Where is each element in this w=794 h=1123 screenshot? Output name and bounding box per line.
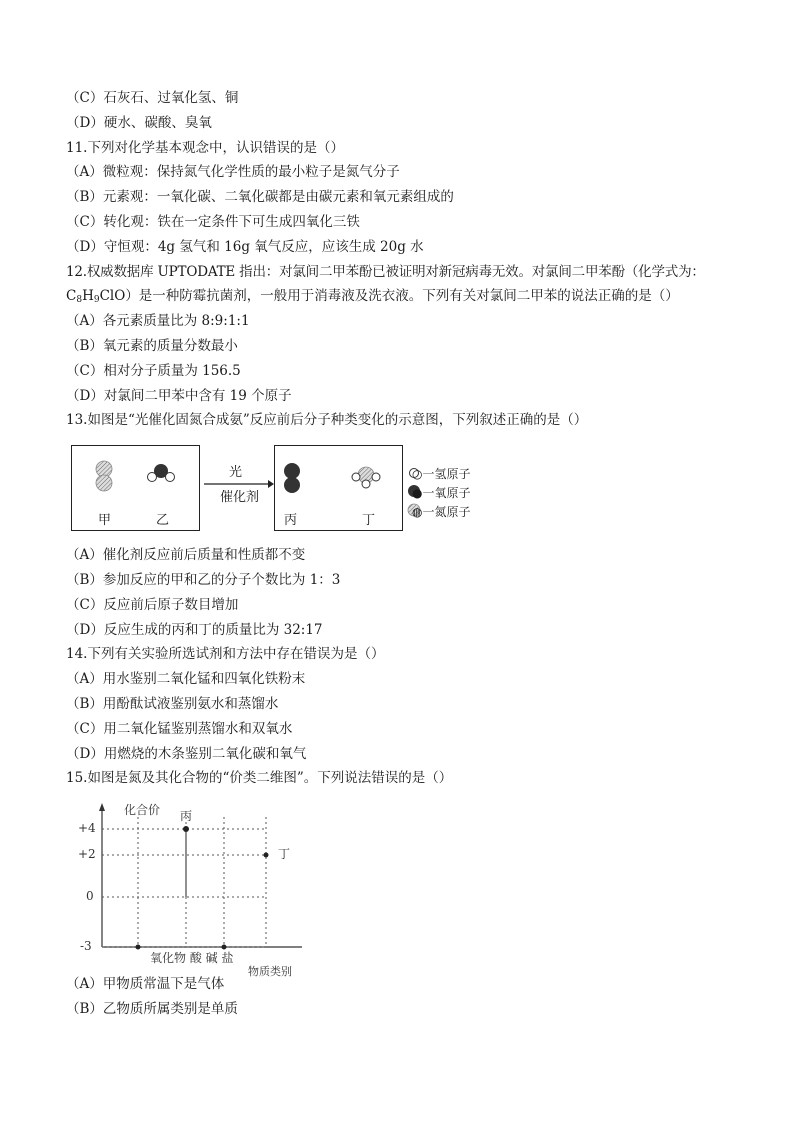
label-bing: 丙 — [284, 513, 298, 529]
x-axis-categories: 氧化物 酸 碱 盐 — [150, 951, 234, 966]
q10-option-c: （C）石灰石、过氧化氢、铜 — [66, 90, 239, 106]
legend-hydrogen: ○一氢原子 — [412, 467, 471, 482]
valence-class-chart — [66, 797, 746, 979]
label-jia: 甲 — [98, 513, 112, 529]
q15-stem: 15.如图是氮及其化合物的“价类二维图”。下列说法错误的是（） — [66, 770, 453, 787]
formula: $C_8H_9ClO$ — [66, 288, 126, 306]
point-jia — [136, 945, 141, 950]
q12-option-b: （B）氧元素的质量分数最小 — [66, 337, 238, 354]
label-ding: 丁 — [362, 513, 376, 529]
q14-option-c: （C）用二氧化锰鉴别蒸馏水和双氧水 — [66, 720, 293, 737]
y-tick-plus4: +4 — [78, 821, 96, 836]
y-tick-plus2: +2 — [78, 847, 96, 862]
legend-oxygen: ●一氧原子 — [412, 486, 471, 501]
point-ding — [264, 853, 269, 858]
h2o-molecule — [148, 464, 175, 482]
reaction-diagram — [66, 439, 746, 539]
q13-stem: 13.如图是“光催化固氮合成氨”反应前后分子种类变化的示意图，下列叙述正确的是（） — [66, 412, 588, 429]
q13-option-a: （A）催化剂反应前后质量和性质都不变 — [66, 547, 306, 564]
q13-option-b: （B）参加反应的甲和乙的分子个数比为 1：3 — [66, 571, 341, 588]
q11-option-c: （C）转化观：铁在一定条件下可生成四氧化三铁 — [66, 213, 360, 230]
legend-nitrogen: ◍一氮原子 — [412, 505, 471, 520]
nh3-molecule — [352, 467, 380, 488]
q12-stem-line2: $C_8H_9ClO$）是一种防霉抗菌剂，一般用于消毒液及洗衣液。下列有关对氯间二甲苯的说法正确的是（） — [66, 288, 679, 306]
point-label-bing: 丙 — [180, 809, 193, 824]
q14-option-d: （D）用燃烧的木条鉴别二氧化碳和氧气 — [66, 745, 307, 762]
q12-option-a: （A）各元素质量比为 8:9:1:1 — [66, 313, 250, 330]
q13-option-d: （D）反应生成的丙和丁的质量比为 32:17 — [66, 621, 323, 638]
y-axis-title: 化合价 — [124, 803, 161, 818]
point-label-ding: 丁 — [278, 847, 291, 862]
q14-option-b: （B）用酚酞试液鉴别氨水和蒸馏水 — [66, 695, 279, 712]
y-tick-minus3: -3 — [80, 939, 92, 954]
label-yi: 乙 — [156, 513, 170, 529]
arrow-label-catalyst: 催化剂 — [220, 490, 260, 506]
q14-stem: 14.下列有关实验所选试剂和方法中存在错误为是（） — [66, 646, 385, 663]
q12-option-d: （D）对氯间二甲苯中含有 19 个原子 — [66, 387, 292, 404]
q12-stem-line1: 12.权威数据库 UPTODATE 指出：对氯间二甲苯酚已被证明对新冠病毒无效。对氯间二甲苯酚（化学式为： — [66, 263, 705, 280]
valence-chart-graphic — [66, 797, 326, 972]
q11-option-b: （B）元素观：一氧化碳、二氧化碳都是由碳元素和氧元素组成的 — [66, 189, 454, 206]
q13-option-c: （C）反应前后原子数目增加 — [66, 596, 239, 613]
question-page — [66, 86, 746, 1022]
q14-option-a: （A）用水鉴别二氧化锰和四氧化铁粉末 — [66, 671, 306, 688]
arrow-label-light: 光 — [229, 465, 243, 481]
molecule-graphics — [66, 439, 546, 539]
x-axis-title: 物质类别 — [248, 965, 292, 979]
grid-lines — [102, 817, 266, 947]
q15-option-a: （A）甲物质常温下是气体 — [66, 976, 225, 993]
n2-molecule — [96, 461, 112, 491]
y-tick-zero: 0 — [86, 889, 94, 904]
q12-option-c: （C）相对分子质量为 156.5 — [66, 362, 241, 379]
q10-option-d: （D）硬水、碳酸、臭氧 — [66, 114, 212, 131]
q11-option-d: （D）守恒观：4g 氢气和 16g 氧气反应，应该生成 20g 水 — [66, 238, 424, 255]
q15-option-b: （B）乙物质所属类别是单质 — [66, 1000, 238, 1017]
q11-option-a: （A）微粒观：保持氮气化学性质的最小粒子是氮气分子 — [66, 164, 400, 181]
q11-stem: 11.下列对化学基本观念中，认识错误的是（） — [66, 139, 344, 156]
o2-molecule — [284, 463, 300, 493]
